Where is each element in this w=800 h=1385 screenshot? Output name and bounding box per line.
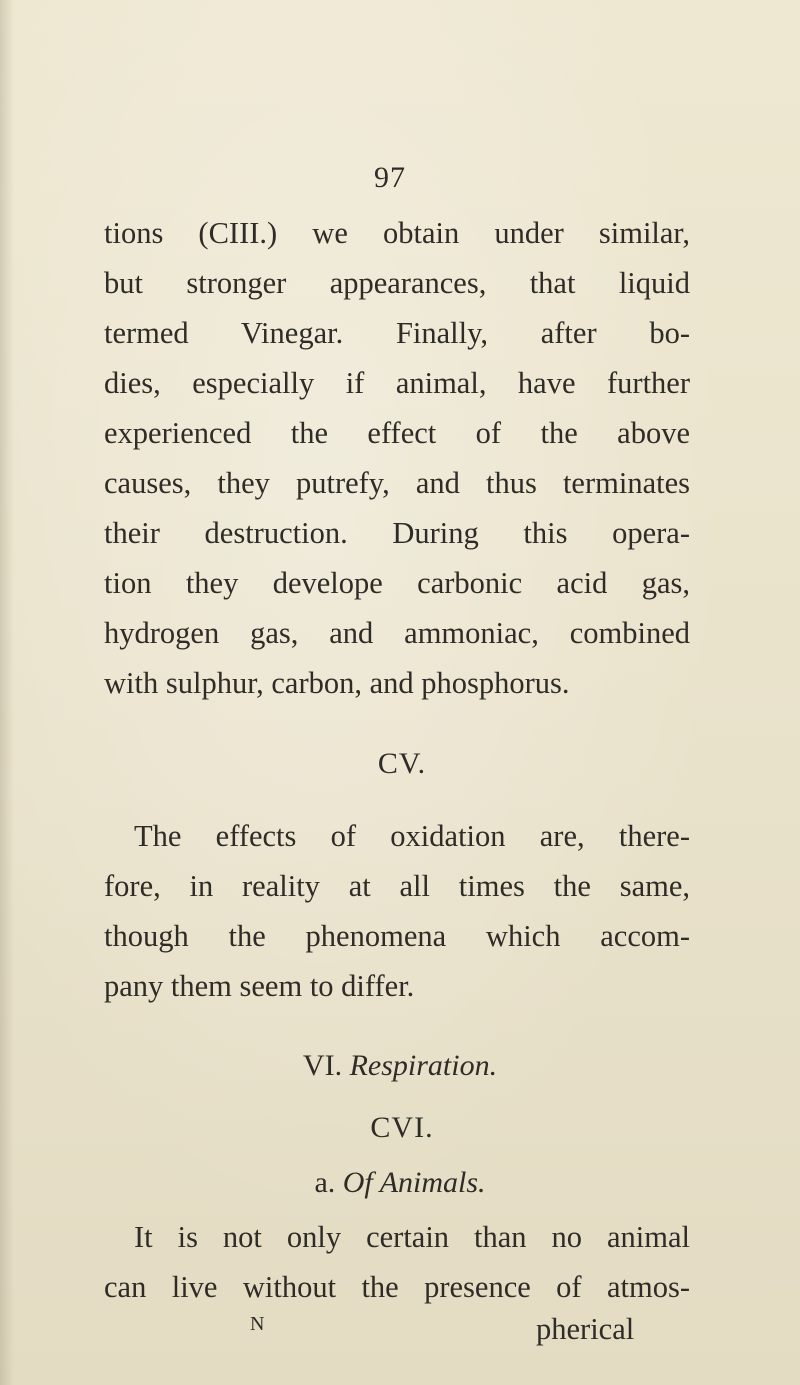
text-line: but stronger appearances, that liquid xyxy=(104,266,690,300)
text-line: The effects of oxidation are, there- xyxy=(134,819,690,853)
text-line: causes, they putrefy, and thus terminates xyxy=(104,466,690,500)
text-line: dies, especially if animal, have further xyxy=(104,366,690,400)
section-numeral: VI. xyxy=(302,1049,343,1082)
text-line: tion they develope carbonic acid gas, xyxy=(104,566,690,600)
text-line: though the phenomena which accom- xyxy=(104,919,690,953)
text-line: tions (CIII.) we obtain under similar, xyxy=(104,216,690,250)
section-title: Respiration. xyxy=(349,1049,498,1082)
text-line: their destruction. During this opera- xyxy=(104,516,690,550)
section-heading-cvi: CVI. xyxy=(370,1111,434,1144)
text-line: It is not only certain than no animal xyxy=(134,1220,690,1254)
text-line: pany them seem to differ. xyxy=(104,969,415,1003)
text-line: can live without the presence of atmos- xyxy=(104,1270,690,1304)
signature-mark: N xyxy=(250,1313,266,1335)
page-number: 97 xyxy=(374,161,406,194)
subsection-heading-animals xyxy=(0,1165,800,1201)
text-line: fore, in reality at all times the same, xyxy=(104,869,690,903)
text-line: termed Vinegar. Finally, after bo- xyxy=(104,316,690,350)
subsection-label: a. xyxy=(314,1166,336,1199)
text-line: hydrogen gas, and ammoniac, combined xyxy=(104,616,690,650)
text-line: experienced the effect of the above xyxy=(104,416,690,450)
text-line: with sulphur, carbon, and phosphorus. xyxy=(104,666,570,700)
subsection-title: Of Animals. xyxy=(342,1166,486,1199)
section-heading-cv: CV. xyxy=(377,747,427,780)
catchword: pherical xyxy=(536,1312,635,1346)
section-heading-respiration xyxy=(0,1048,800,1084)
